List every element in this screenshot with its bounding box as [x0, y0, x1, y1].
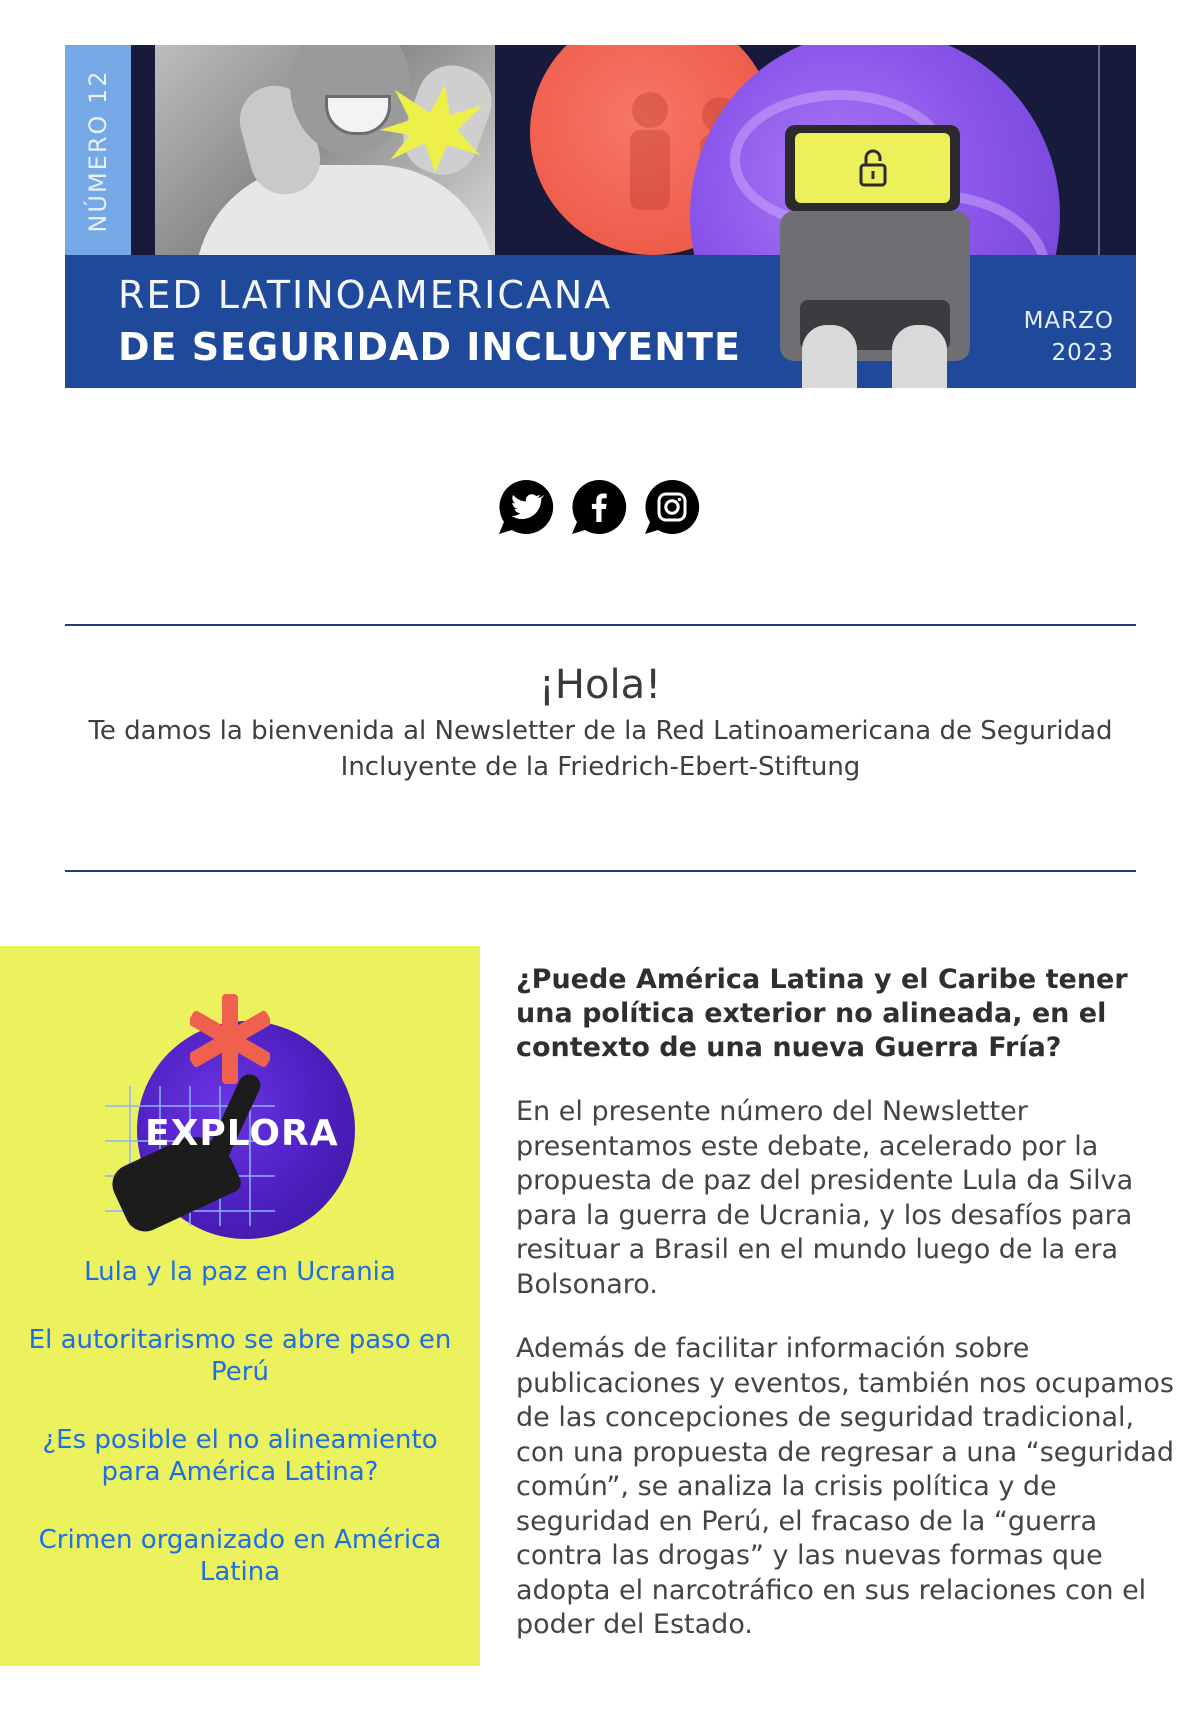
intro-article: [516, 963, 1176, 1673]
asterisk-icon: [190, 994, 270, 1084]
explore-link-crimen-organizado[interactable]: Crimen organizado en América Latina: [38, 1525, 442, 1587]
typewriter-illustration: [780, 125, 980, 375]
explore-link-autoritarismo-peru[interactable]: El autoritarismo se abre paso en Perú: [28, 1325, 452, 1387]
issue-strip: [65, 45, 131, 255]
welcome-text: Te damos la bienvenida al Newsletter de la Red Latinoamericana de Seguridad Incluyente de la Friedrich-Ebert-Stiftung: [88, 716, 1113, 782]
banner-title-line1: RED LATINOAMERICANA: [118, 273, 613, 317]
twitter-link[interactable]: [497, 478, 555, 536]
explora-illustration: [105, 976, 375, 1226]
banner-title-line2: DE SEGURIDAD INCLUYENTE: [118, 325, 741, 369]
banner-date: [1024, 305, 1114, 369]
divider-bottom: [65, 870, 1136, 872]
lock-icon: [795, 133, 950, 203]
explore-panel: [0, 946, 480, 1666]
explore-link-no-alineamiento[interactable]: ¿Es posible el no alineamiento para América Latina?: [42, 1425, 438, 1487]
issue-number: NÚMERO 12: [84, 69, 112, 233]
instagram-link[interactable]: [643, 478, 701, 536]
explore-link-lula-ucrania[interactable]: Lula y la paz en Ucrania: [84, 1257, 396, 1287]
header-banner: [65, 45, 1136, 388]
explora-label: EXPLORA: [145, 1113, 339, 1154]
social-links: [497, 478, 707, 538]
divider-line: [1098, 45, 1100, 255]
banner-year: 2023: [1051, 340, 1114, 366]
twitter-icon: [497, 478, 555, 536]
article-title: ¿Puede América Latina y el Caribe tener una política exterior no alineada, en el contexto de una nueva Guerra Fría?: [516, 964, 1128, 1063]
facebook-link[interactable]: [570, 478, 628, 536]
greeting-heading: ¡Hola!: [538, 662, 662, 708]
article-paragraph: Además de facilitar información sobre publicaciones y eventos, también nos ocupamos de las concepciones de seguridad tradicional, con una propuesta de regresar a una “seguridad común”, se analiza la crisis política y de seguridad en Perú, el fracaso de la “guerra contra las drogas” y las nuevas formas que adopta el narcotráfico en sus relaciones con el poder del Estado.: [516, 1333, 1175, 1640]
article-paragraph: En el presente número del Newsletter presentamos este debate, acelerado por la propuesta de paz del presidente Lula da Silva para la guerra de Ucrania, y los desafíos para resituar a Brasil en el mundo luego de la era Bolsonaro.: [516, 1096, 1134, 1300]
facebook-icon: [570, 478, 628, 536]
phone-screen: [785, 125, 960, 211]
yellow-burst-icon: [375, 85, 485, 175]
divider-top: [65, 624, 1136, 626]
instagram-icon: [643, 478, 701, 536]
explore-link-list: [20, 1256, 460, 1624]
banner-month: MARZO: [1023, 308, 1114, 334]
